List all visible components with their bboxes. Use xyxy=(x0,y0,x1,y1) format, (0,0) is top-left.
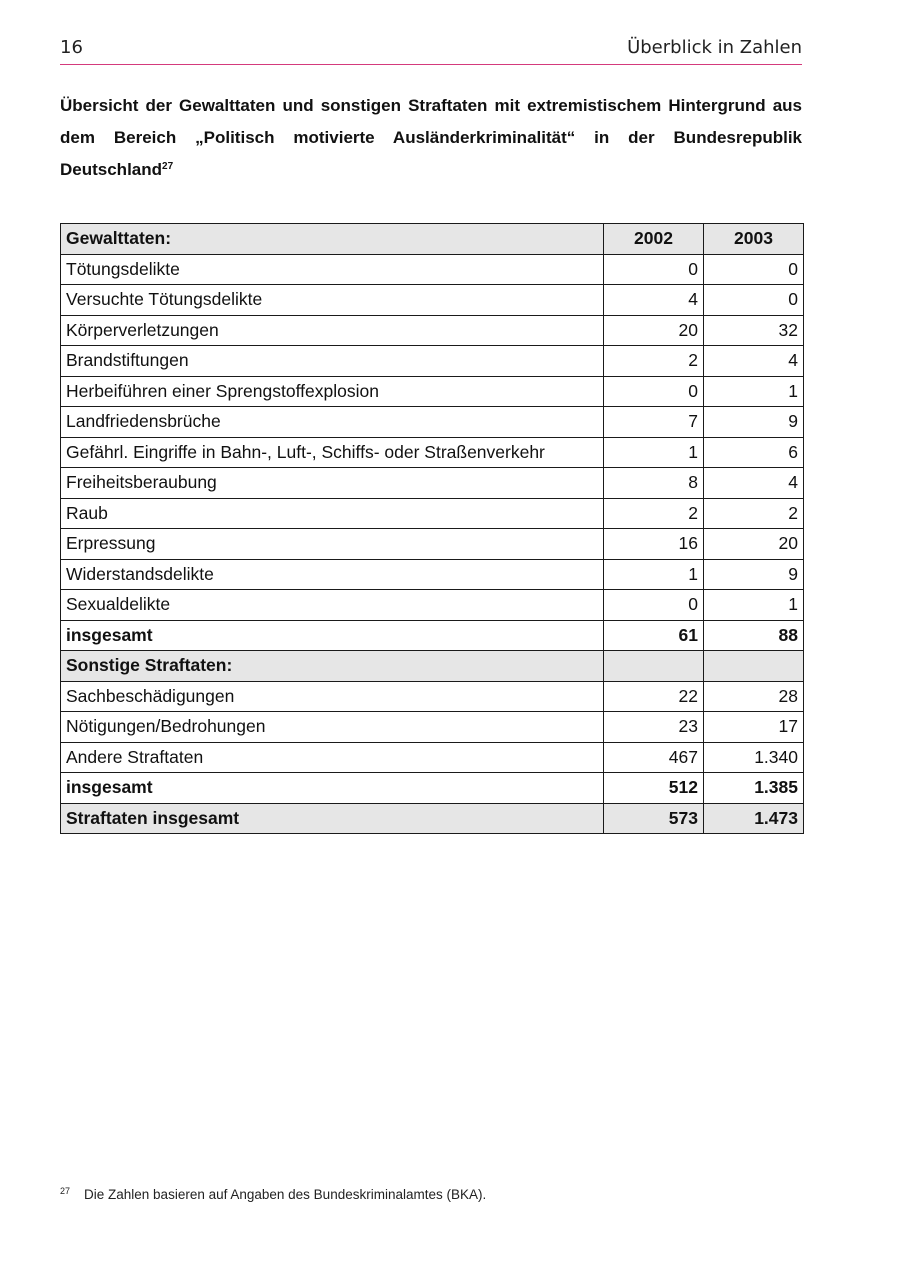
grand-total-2002: 573 xyxy=(604,803,704,834)
empty-header-cell xyxy=(604,651,704,682)
row-label: Andere Straftaten xyxy=(61,742,604,773)
total-2003: 1.385 xyxy=(704,773,804,804)
value-2003: 4 xyxy=(704,468,804,499)
table-row xyxy=(61,498,804,529)
footnote xyxy=(60,1186,486,1202)
row-label: Versuchte Tötungsdelikte xyxy=(61,285,604,316)
row-label: Sexualdelikte xyxy=(61,590,604,621)
footnote-mark: 27 xyxy=(60,1186,71,1196)
row-label: Tötungsdelikte xyxy=(61,254,604,285)
other-offenses-header-label: Sonstige Straftaten: xyxy=(61,651,604,682)
page-header xyxy=(60,34,802,65)
total-label: insgesamt xyxy=(61,773,604,804)
table-row xyxy=(61,254,804,285)
value-2003: 9 xyxy=(704,407,804,438)
value-2003: 1.340 xyxy=(704,742,804,773)
row-label: Nötigungen/Bedrohungen xyxy=(61,712,604,743)
value-2002: 20 xyxy=(604,315,704,346)
row-label: Landfriedensbrüche xyxy=(61,407,604,438)
empty-header-cell xyxy=(704,651,804,682)
value-2002: 16 xyxy=(604,529,704,560)
heading-text: Übersicht der Gewalttaten und sonstigen Straftaten mit extremistischem Hintergrund aus dem Bereich „Politisch motivierte Ausländerkriminalität“ in der Bundesrepublik Deutschland xyxy=(60,96,802,179)
row-label: Erpressung xyxy=(61,529,604,560)
value-2002: 0 xyxy=(604,590,704,621)
row-label: Raub xyxy=(61,498,604,529)
grand-total-label: Straftaten insgesamt xyxy=(61,803,604,834)
value-2003: 1 xyxy=(704,376,804,407)
column-header-2003: 2003 xyxy=(704,224,804,255)
value-2002: 7 xyxy=(604,407,704,438)
row-label: Herbeiführen einer Sprengstoffexplosion xyxy=(61,376,604,407)
section-heading xyxy=(60,90,802,186)
row-label: Widerstandsdelikte xyxy=(61,559,604,590)
row-label: Freiheitsberaubung xyxy=(61,468,604,499)
total-2002: 512 xyxy=(604,773,704,804)
value-2003: 6 xyxy=(704,437,804,468)
value-2002: 4 xyxy=(604,285,704,316)
value-2003: 2 xyxy=(704,498,804,529)
value-2003: 4 xyxy=(704,346,804,377)
value-2003: 28 xyxy=(704,681,804,712)
grand-total-row xyxy=(61,803,804,834)
other-offenses-header-row xyxy=(61,651,804,682)
value-2002: 23 xyxy=(604,712,704,743)
total-2002: 61 xyxy=(604,620,704,651)
table-row xyxy=(61,376,804,407)
row-label: Sachbeschädigungen xyxy=(61,681,604,712)
table-row xyxy=(61,468,804,499)
value-2003: 32 xyxy=(704,315,804,346)
table-row xyxy=(61,590,804,621)
table-row xyxy=(61,407,804,438)
table-row xyxy=(61,742,804,773)
total-2003: 88 xyxy=(704,620,804,651)
crime-statistics-table xyxy=(60,223,804,834)
total-label: insgesamt xyxy=(61,620,604,651)
value-2003: 20 xyxy=(704,529,804,560)
value-2002: 1 xyxy=(604,437,704,468)
table-row xyxy=(61,712,804,743)
table-row xyxy=(61,559,804,590)
value-2003: 0 xyxy=(704,285,804,316)
table-row xyxy=(61,346,804,377)
grand-total-2003: 1.473 xyxy=(704,803,804,834)
value-2003: 1 xyxy=(704,590,804,621)
value-2003: 0 xyxy=(704,254,804,285)
other-total-row xyxy=(61,773,804,804)
table-row xyxy=(61,315,804,346)
table-row xyxy=(61,529,804,560)
violence-header-label: Gewalttaten: xyxy=(61,224,604,255)
table-row xyxy=(61,437,804,468)
row-label: Gefährl. Eingriffe in Bahn-, Luft-, Schiffs- oder Straßenverkehr xyxy=(61,437,604,468)
column-header-2002: 2002 xyxy=(604,224,704,255)
violence-header-row xyxy=(61,224,804,255)
value-2002: 8 xyxy=(604,468,704,499)
row-label: Körperverletzungen xyxy=(61,315,604,346)
value-2002: 0 xyxy=(604,254,704,285)
row-label: Brandstiftungen xyxy=(61,346,604,377)
value-2002: 0 xyxy=(604,376,704,407)
footnote-text: Die Zahlen basieren auf Angaben des Bundeskriminalamtes (BKA). xyxy=(84,1187,487,1202)
value-2002: 2 xyxy=(604,498,704,529)
table-row xyxy=(61,681,804,712)
page-number: 16 xyxy=(60,37,83,58)
value-2002: 467 xyxy=(604,742,704,773)
table-row xyxy=(61,285,804,316)
footnote-reference: 27 xyxy=(162,161,174,172)
running-title: Überblick in Zahlen xyxy=(627,37,802,58)
value-2003: 17 xyxy=(704,712,804,743)
value-2002: 1 xyxy=(604,559,704,590)
value-2002: 2 xyxy=(604,346,704,377)
violence-total-row xyxy=(61,620,804,651)
value-2003: 9 xyxy=(704,559,804,590)
value-2002: 22 xyxy=(604,681,704,712)
